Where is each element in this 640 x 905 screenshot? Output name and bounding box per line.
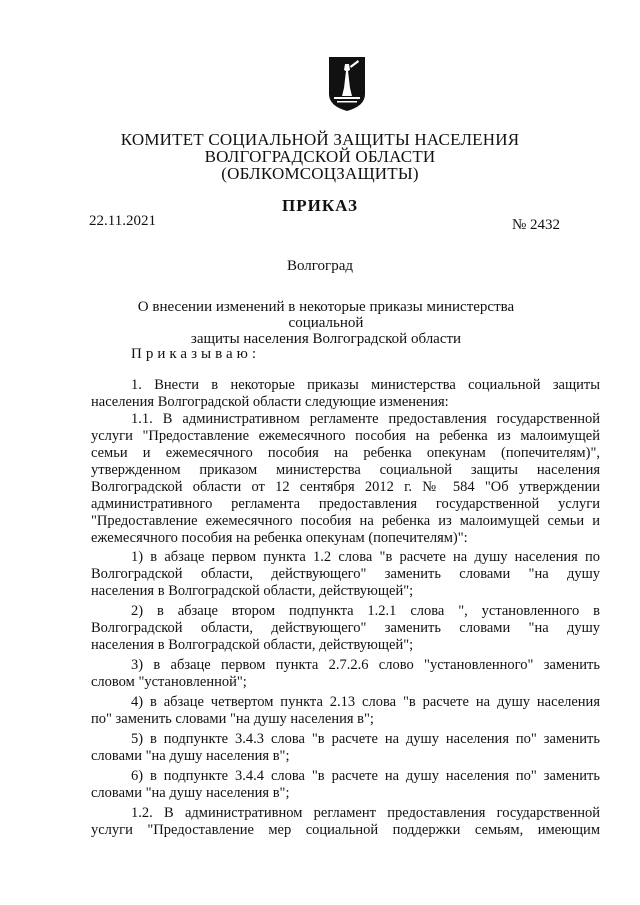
body-line: 2) в абзаце втором подпункта 1.2.1 слова ", установленного в — [131, 603, 600, 619]
body-line: словом "установленной"; — [91, 674, 247, 690]
body-line: административного регламента предоставления государственной услуги — [91, 496, 600, 512]
body-line: словами "на душу населения в"; — [91, 785, 290, 801]
body-line: 3) в абзаце первом пункта 2.7.2.6 слово "установленного" заменить — [131, 657, 600, 673]
subject-line-2: защиты населения Волгоградской области — [190, 331, 462, 347]
document-subject — [100, 299, 552, 347]
body-line: словами "на душу населения в"; — [91, 748, 290, 764]
body-line: 1. Внести в некоторые приказы министерства социальной защиты — [131, 377, 600, 393]
body-line: 1.2. В административном регламент предоставления государственной — [131, 805, 600, 821]
body-line: 5) в подпункте 3.4.3 слова "в расчете на душу населения по" заменить — [131, 731, 600, 747]
body-line: населения Волгоградской области следующие изменения: — [91, 394, 449, 410]
document-number: № 2432 — [511, 217, 560, 233]
body-line: 4) в абзаце четвертом пункта 2.13 слова "в расчете на душу населения — [131, 694, 600, 710]
document-type-title: ПРИКАЗ — [282, 196, 358, 215]
body-line: Волгоградской области от 12 сентября 2012 г. № 584 "Об утверждении — [91, 479, 600, 495]
coat-of-arms-emblem — [328, 56, 366, 112]
document-city: Волгоград — [286, 258, 353, 274]
body-line: Волгоградской области, действующего" заменить словами "на душу — [91, 620, 600, 636]
body-line: по" заменить словами "на душу населения в"; — [91, 711, 374, 727]
body-line: населения в Волгоградской области, действующей"; — [91, 637, 414, 653]
body-line: 6) в подпункте 3.4.4 слова "в расчете на душу населения по" заменить — [131, 768, 600, 784]
body-line: населения в Волгоградской области, действующей"; — [91, 583, 414, 599]
body-line: услуги "Предоставление ежемесячного пособия на ребенка из малоимущей — [91, 428, 600, 444]
body-line: утвержденном приказом министерства социальной защиты населения — [91, 462, 600, 478]
body-line: 1.1. В административном регламенте предоставления государственной — [131, 411, 600, 427]
body-line: услуги "Предоставление мер социальной поддержки семьям, имеющим — [91, 822, 600, 838]
body-line: Волгоградской области, действующего" заменить словами "на душу — [91, 566, 600, 582]
body-line: "Предоставление ежемесячного пособия на ребенка из малоимущей семьи и — [91, 513, 600, 529]
order-word: Приказываю: — [131, 346, 260, 362]
body-line: 1) в абзаце первом пункта 1.2 слова "в расчете на душу населения по — [131, 549, 600, 565]
body-line: семьи и ежемесячного пособия на ребенка опекунам (попечителям)", — [91, 445, 600, 461]
committee-name-line-3: (ОБЛКОМСОЦЗАЩИТЫ) — [221, 164, 419, 183]
committee-name-line-1: КОМИТЕТ СОЦИАЛЬНОЙ ЗАЩИТЫ НАСЕЛЕНИЯ — [120, 130, 520, 149]
subject-line-1: О внесении изменений в некоторые приказы министерства социальной — [137, 299, 515, 331]
body-line: ежемесячного пособия на ребенка опекунам (попечителям)": — [91, 530, 468, 546]
document-date: 22.11.2021 — [89, 213, 156, 229]
committee-name-line-2: ВОЛГОГРАДСКОЙ ОБЛАСТИ — [204, 147, 436, 166]
